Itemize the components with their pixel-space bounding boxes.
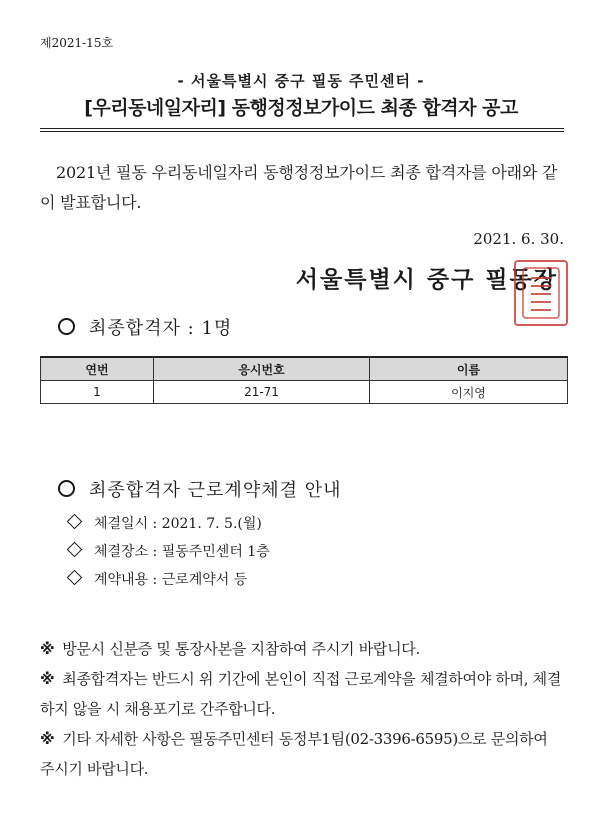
official-seal xyxy=(514,260,568,326)
contract-date-text: 체결일시 : 2021. 7. 5.(월) xyxy=(94,516,262,532)
reference-mark-icon: ※ xyxy=(40,730,55,748)
contract-section-heading xyxy=(58,476,342,502)
table-header-row xyxy=(41,357,568,381)
notice-text: 방문시 신분증 및 통장사본을 지참하여 주시기 바랍니다. xyxy=(62,640,420,658)
results-table xyxy=(40,356,568,404)
circle-bullet-icon xyxy=(58,480,75,497)
reference-mark-icon: ※ xyxy=(40,670,55,688)
notice-item xyxy=(40,664,566,724)
title-divider xyxy=(40,128,564,129)
diamond-bullet-icon xyxy=(67,542,83,558)
column-header-name: 이름 xyxy=(370,357,568,381)
seal-icon xyxy=(521,266,561,320)
document-subtitle: - 서울특별시 중구 필동 주민센터 - xyxy=(177,72,425,90)
contract-content-text: 계약내용 : 근로계약서 등 xyxy=(94,572,248,588)
list-item xyxy=(66,510,270,538)
intro-paragraph: 2021년 필동 우리동네일자리 동행정정보가이드 최종 합격자를 아래와 같이 발표합니다. xyxy=(40,163,558,212)
reference-mark-icon: ※ xyxy=(40,640,55,658)
result-heading-text: 최종합격자 : 1명 xyxy=(89,318,233,339)
result-section-heading xyxy=(58,314,232,340)
issuer-name: 서울특별시 중구 필동장 xyxy=(295,267,558,293)
column-header-number: 연번 xyxy=(41,357,154,381)
title-divider xyxy=(40,131,564,132)
diamond-bullet-icon xyxy=(67,514,83,530)
notice-item xyxy=(40,634,566,664)
announcement-date: 2021. 6. 30. xyxy=(473,230,564,248)
cell-number: 1 xyxy=(41,381,154,404)
table-row xyxy=(41,381,568,404)
contract-heading-text: 최종합격자 근로계약체결 안내 xyxy=(89,480,342,501)
column-header-exam-number: 응시번호 xyxy=(154,357,370,381)
contract-place-text: 체결장소 : 필동주민센터 1층 xyxy=(94,544,270,560)
list-item xyxy=(66,566,270,594)
diamond-bullet-icon xyxy=(67,570,83,586)
cell-name: 이지영 xyxy=(370,381,568,404)
notice-text: 기타 자세한 사항은 필동주민센터 동정부1팀(02-3396-6595)으로 문의하여 주시기 바랍니다. xyxy=(40,730,548,778)
notices-block xyxy=(40,634,566,784)
notice-text: 최종합격자는 반드시 위 기간에 본인이 직접 근로계약을 체결하여야 하며, 체결하지 않을 시 채용포기로 간주합니다. xyxy=(40,670,562,718)
cell-exam-number: 21-71 xyxy=(154,381,370,404)
document-title: [우리동네일자리] 동행정정보가이드 최종 합격자 공고 xyxy=(84,97,518,119)
circle-bullet-icon xyxy=(58,318,75,335)
list-item xyxy=(66,538,270,566)
notice-item xyxy=(40,724,566,784)
document-number: 제2021-15호 xyxy=(40,36,114,50)
contract-details-list xyxy=(66,510,270,594)
